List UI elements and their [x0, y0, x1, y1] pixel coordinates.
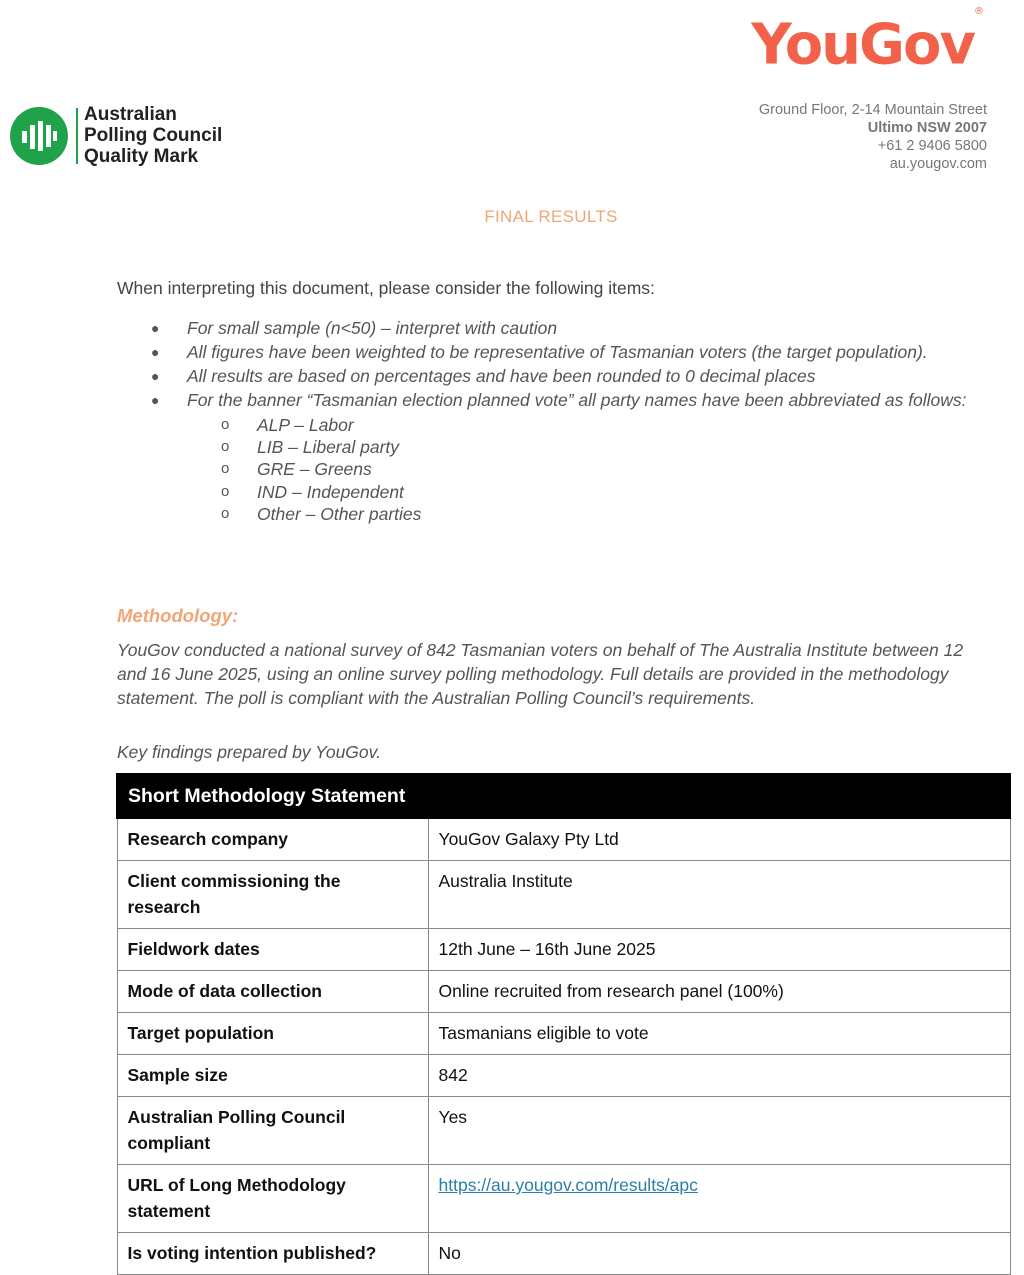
- row-label: Fieldwork dates: [117, 929, 428, 971]
- abbreviation-item: o Other – Other parties: [221, 503, 422, 524]
- yougov-logo: YouGov®: [751, 6, 984, 78]
- abbreviation-item: o GRE – Greens: [221, 459, 372, 480]
- row-label: Sample size: [117, 1055, 428, 1097]
- address-city: Ultimo NSW 2007: [867, 120, 987, 136]
- abbreviation-item: o ALP – Labor: [221, 415, 354, 435]
- table-header: Short Methodology Statement: [117, 774, 1010, 818]
- list-item: ● All results are based on percentages and have been rounded to 0 decimal places: [151, 366, 816, 386]
- methodology-url-link[interactable]: https://au.yougov.com/results/apc: [438, 1175, 698, 1195]
- row-value: 12th June – 16th June 2025: [428, 929, 1010, 971]
- methodology-table: [116, 773, 1011, 1275]
- list-item: ● For small sample (n<50) – interpret with caution: [151, 318, 558, 338]
- row-label: Australian Polling Council compliant: [117, 1097, 428, 1165]
- row-label: Mode of data collection: [117, 971, 428, 1013]
- row-value: YouGov Galaxy Pty Ltd: [428, 818, 1010, 861]
- row-label: Client commissioning the research: [117, 861, 428, 929]
- apc-logo-line-3: Quality Mark: [84, 146, 199, 167]
- considerations-list: [117, 318, 987, 525]
- intro-text: When interpreting this document, please consider the following items:: [117, 278, 655, 298]
- methodology-heading: Methodology:: [117, 605, 239, 626]
- apc-bars-icon: [10, 107, 68, 165]
- row-label: Target population: [117, 1013, 428, 1055]
- company-address: [759, 101, 987, 173]
- apc-logo-divider: [76, 108, 78, 164]
- table-row: [117, 1055, 1010, 1097]
- row-value: Yes: [428, 1097, 1010, 1165]
- table-row: [117, 1013, 1010, 1055]
- row-value: No: [428, 1233, 1010, 1275]
- table-row: [117, 1165, 1010, 1233]
- table-row: [117, 1233, 1010, 1275]
- key-findings-note: Key findings prepared by YouGov.: [117, 742, 381, 762]
- row-value: Online recruited from research panel (100%): [428, 971, 1010, 1013]
- apc-logo-line-2: Polling Council: [84, 125, 223, 146]
- apc-logo-line-1: Australian: [84, 104, 177, 125]
- table-row: [117, 971, 1010, 1013]
- methodology-paragraph: YouGov conducted a national survey of 842 Tasmanian voters on behalf of The Australia Institute between 12 and 16 June 2025, using an online survey polling methodology. Full details are provided in the methodology statement. The poll is compliant with the Australian Polling Council’s requirements.: [117, 640, 964, 708]
- apc-logo-text: [84, 104, 222, 167]
- row-value: Australia Institute: [428, 861, 1010, 929]
- address-phone: +61 2 9406 5800: [877, 138, 987, 154]
- row-label: Is voting intention published?: [117, 1233, 428, 1275]
- table-row: [117, 818, 1010, 861]
- abbreviation-item: o LIB – Liberal party: [221, 437, 400, 458]
- address-street: Ground Floor, 2-14 Mountain Street: [758, 102, 987, 118]
- address-website: au.yougov.com: [889, 156, 987, 172]
- row-value: [428, 1165, 1010, 1233]
- row-label: URL of Long Methodology statement: [117, 1165, 428, 1233]
- table-row: [117, 861, 1010, 929]
- apc-quality-mark-logo: [10, 104, 222, 167]
- list-item: ● For the banner “Tasmanian election planned vote” all party names have been abbreviated as follows:: [151, 390, 967, 410]
- list-item: ● All figures have been weighted to be representative of Tasmanian voters (the target population).: [151, 342, 928, 362]
- row-value: Tasmanians eligible to vote: [428, 1013, 1010, 1055]
- page-title: FINAL RESULTS: [484, 207, 618, 226]
- table-row: [117, 929, 1010, 971]
- row-value: 842: [428, 1055, 1010, 1097]
- abbreviation-item: o IND – Independent: [221, 481, 404, 502]
- table-row: [117, 1097, 1010, 1165]
- row-label: Research company: [117, 818, 428, 861]
